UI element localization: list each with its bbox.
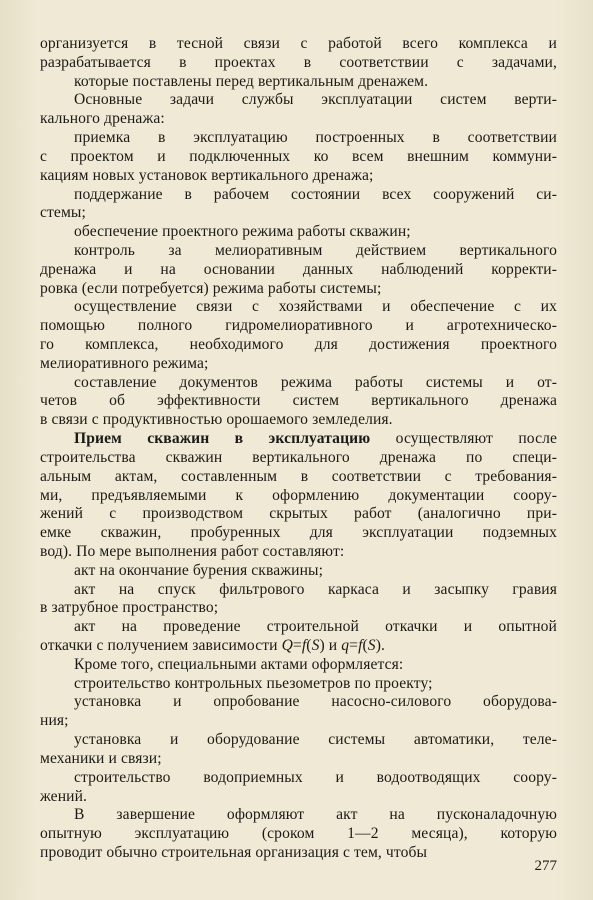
text-run: откачки с получением зависимости	[40, 637, 278, 654]
text-line: Кроме того, специальными актами оформляется:	[74, 656, 404, 673]
text-run: осуществляют после	[395, 430, 558, 447]
list-item: строительство контрольных пьезометров по проекту;	[74, 675, 433, 692]
formula-f: f	[301, 637, 307, 654]
formula-s: S	[367, 637, 376, 654]
text-line: ровка (если потребуется) режима работы системы;	[40, 280, 382, 297]
list-item: акт на проведение строительной откачки и опытной	[74, 618, 557, 635]
text-line: стемы;	[40, 204, 86, 221]
formula-and: и	[328, 637, 338, 654]
formula-s: S	[311, 637, 320, 654]
text-line	[40, 636, 557, 656]
text-line: разрабатывается в проектах в соответствии с задачами,	[40, 54, 557, 71]
text-line: альным актам, составленным в соответствии с требования-	[40, 468, 557, 485]
text-line: кациям новых установок вертикального дренажа;	[40, 167, 374, 184]
list-item: приемка в эксплуатацию построенных в соответствии	[74, 129, 557, 146]
formula-f: f	[358, 637, 363, 654]
text-line: В завершение оформляют акт на пусконаладочную	[74, 806, 557, 823]
list-item: осуществление связи с хозяйствами и обеспечение с их	[74, 298, 557, 315]
formula-q-lower: q	[341, 637, 350, 654]
text-line: механики и связи;	[40, 750, 162, 767]
formula-op: =	[349, 637, 359, 654]
section-run-in-heading: Прием скважин в эксплуатацию	[74, 430, 371, 447]
formula-arg: (S)	[306, 637, 325, 654]
text-line: жений с производством скрытых работ (аналогично при-	[40, 505, 557, 522]
formula-op: =	[292, 637, 302, 654]
text-line: го комплекса, необходимого для достижения проектного	[40, 336, 557, 353]
formula-q: Q	[281, 637, 293, 654]
text-line: в затрубное пространство;	[40, 599, 219, 616]
text-line: проводит обычно строительная организация с тем, чтобы	[40, 844, 428, 861]
text-line: жений.	[40, 788, 88, 805]
text-line: организуется в тесной связи с работой всего комплекса и	[40, 35, 557, 52]
list-item: обеспечение проектного режима работы скважин;	[74, 223, 411, 240]
list-item: акт на спуск фильтрового каркаса и засыпку гравия	[74, 581, 557, 598]
page-number: 277	[534, 858, 557, 874]
text-line: с проектом и подключенных ко всем внешним коммуни-	[40, 148, 557, 165]
text-line: мелиоративного режима;	[40, 355, 209, 372]
text-line: опытную эксплуатацию (сроком 1—2 месяца), которую	[40, 825, 557, 842]
text-line: вод). По мере выполнения работ составляют:	[40, 543, 345, 560]
list-item: строительство водоприемных и водоотводящих соору-	[74, 769, 557, 786]
text-line: емке скважин, пробуренных для эксплуатации подземных	[40, 524, 557, 541]
formula-period: .	[381, 637, 385, 654]
text-line: дренажа и на основании данных наблюдений корректи-	[40, 261, 557, 278]
list-item: акт на окончание бурения скважины;	[74, 562, 324, 579]
text-line: ми, предъявляемыми к оформлению документации соору-	[40, 487, 557, 504]
text-line: ния;	[40, 712, 69, 729]
text-line: строительства скважин вертикального дренажа по специ-	[40, 449, 557, 466]
list-item: установка и оборудование системы автоматики, теле-	[74, 731, 557, 748]
text-line: в связи с продуктивностью орошаемого земледелия.	[40, 411, 393, 428]
text-line: помощью полного гидромелиоративного и агротехническо-	[40, 317, 557, 334]
list-item: установка и опробование насосно-силового оборудова-	[74, 693, 557, 710]
text-line: четов об эффективности систем вертикального дренажа	[40, 392, 557, 409]
text-line: которые поставлены перед вертикальным дренажем.	[74, 73, 429, 90]
list-item: поддержание в рабочем состоянии всех сооружений си-	[74, 186, 557, 203]
formula-arg: (S)	[362, 637, 381, 654]
paragraph-start	[74, 429, 557, 449]
list-item: контроль за мелиоративным действием вертикального	[74, 242, 557, 259]
text-line: кального дренажа:	[40, 110, 165, 127]
list-item: составление документов режима работы системы и от-	[74, 374, 557, 391]
text-line: Основные задачи службы эксплуатации систем верти-	[74, 91, 557, 108]
